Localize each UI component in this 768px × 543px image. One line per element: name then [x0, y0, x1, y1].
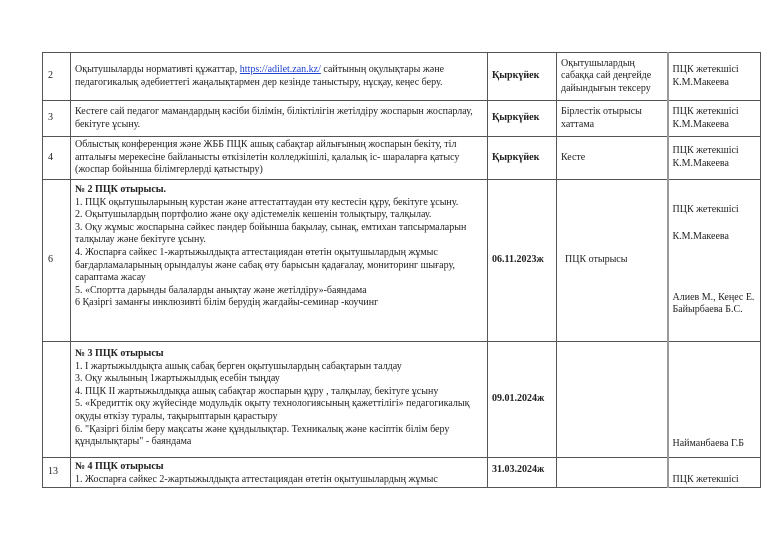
table-row	[43, 137, 761, 180]
row-number: 6	[43, 180, 71, 342]
table-row	[43, 342, 761, 458]
resp-line: ПЦК жетекшісі	[672, 473, 739, 485]
resp-line: Найманбаева Г.Б	[672, 438, 744, 450]
row-form	[557, 342, 668, 458]
row-content	[71, 53, 488, 101]
table-row	[43, 180, 761, 342]
plan-table	[42, 52, 761, 488]
agenda-item: 5. «Спортта дарынды балаларды анықтау және жетілдіру»-баяндама	[75, 284, 367, 296]
content-text: Оқытушыларды нормативті құжаттар,	[75, 63, 240, 75]
row-responsible	[668, 137, 761, 180]
row-form: Оқытушылардың сабаққа сай деңгейде дайындығын тексеру	[557, 53, 668, 101]
resp-line: ПЦК жетекшісі	[672, 63, 739, 75]
agenda-item: 3. Оқу жұмыс жоспарына сәйкес пәндер бойынша бақылау, сынақ, емтихан тапсырмаларын талқылау және бекітуге ұсыну.	[75, 221, 467, 246]
row-content	[71, 342, 488, 458]
row-content: Кестеге сай педагог мамандардың кәсіби білімін, біліктілігін жетілдіру жоспарын жоспарлау, бекітуге ұсыну.	[71, 101, 488, 137]
adilet-link[interactable]: https://adilet.zan.kz/	[239, 63, 321, 75]
row-responsible	[668, 342, 761, 458]
resp-line: Байырбаева Б.С.	[672, 304, 743, 316]
resp-line: К.М.Макеева	[672, 76, 729, 88]
row-date: Қыркүйек	[488, 101, 557, 137]
agenda-item: 2. Оқытушылардың портфолио және оқу әдістемелік кешенін толықтыру, талқылау.	[75, 209, 432, 221]
row-date: 09.01.2024ж	[488, 342, 557, 458]
row-form: Кесте	[557, 137, 668, 180]
resp-line: К.М.Макеева	[672, 158, 729, 169]
row-responsible	[668, 101, 761, 137]
row-number: 2	[43, 53, 71, 101]
resp-line: ПЦК жетекшісі	[672, 145, 739, 157]
row-number: 13	[43, 458, 71, 488]
row-number: 4	[43, 137, 71, 180]
agenda-item: 1. І жартыжылдықта ашық сабақ берген оқытушылардың сабақтарын талдау	[75, 360, 402, 372]
meeting-title: № 4 ПЦК отырысы	[75, 461, 164, 472]
agenda-item: 4. ПЦК ІІ жартыжылдыққа ашық сабақтар жоспарын құру , талқылау, бекітуге ұсыну	[75, 385, 439, 397]
row-number	[43, 342, 71, 458]
row-content	[71, 458, 488, 488]
agenda-item: 4. Жоспарға сәйкес 1-жартыжылдықта аттестациядан өтетін оқытушылардың жұмыс бағдарламаларының орындалуы және сабақ өту барысын қадағалау, мониторинг шығару, сараптама жасау	[75, 246, 455, 284]
agenda-item: 6. "Қазіргі білім беру мақсаты және құндылықтар. Техникалық және кәсіптік білім беру құндылықтары" - баяндама	[75, 423, 450, 448]
meeting-title: № 3 ПЦК отырысы	[75, 348, 164, 359]
row-responsible	[668, 53, 761, 101]
resp-line: К.М.Макеева	[672, 118, 729, 130]
row-content	[71, 180, 488, 342]
content-text: сайтының оқулықтары және педагогикалық әдебиеттегі жаңалықтармен дер кезінде таныстыру, нұсқау, кеңес беру.	[75, 63, 445, 88]
agenda-item: 3. Оқу жылының 1жартыжылдық есебін тыңдау	[75, 373, 280, 385]
resp-line: ПЦК жетекшісі	[672, 105, 739, 117]
resp-line: К.М.Макеева	[672, 230, 729, 242]
row-form: ПЦК отырысы	[557, 180, 668, 342]
row-responsible	[668, 180, 761, 342]
meeting-title: № 2 ПЦК отырысы.	[75, 184, 167, 195]
agenda-item: 5. «Кредиттік оқу жүйесінде модульдік оқыту технологиясының қажеттілігі» педагогикалық оқуды өткізу туралы, тақырыптарын қарастыру	[75, 398, 470, 422]
row-number: 3	[43, 101, 71, 137]
agenda-item: 1. Жоспарға сәйкес 2-жартыжылдықта аттестациядан өтетін оқытушылардың жұмыс	[75, 473, 438, 485]
agenda-item: 1. ПЦК оқытушыларының курстан және аттестаттаудан өту кестесін құру, бекітуге ұсыну.	[75, 196, 459, 208]
row-date: 06.11.2023ж	[488, 180, 557, 342]
row-date: 31.03.2024ж	[488, 458, 557, 488]
row-form	[557, 458, 668, 488]
table-row	[43, 101, 761, 137]
row-date: Қыркүйек	[488, 137, 557, 180]
table-row	[43, 458, 761, 488]
table-row	[43, 53, 761, 101]
agenda-item: 6 Қазіргі заманғы инклюзивті білім берудің жағдайы-семинар -коучинг	[75, 297, 379, 309]
row-form: Бірлестік отырысы хаттама	[557, 101, 668, 137]
row-date: Қыркүйек	[488, 53, 557, 101]
resp-line: ПЦК жетекшісі	[672, 204, 739, 216]
row-content: Облыстық конференция және ЖББ ПЦК ашық сабақтар айлығының жоспарын бекіту, тіл апталығы мерекесіне байланысты өткізілетін колледжішілі, қалалық іс- шараларға қатысу (жоспар бойынша білімгерлерді қатыстыру)	[71, 137, 488, 180]
resp-line: Алиев М., Кеңес Е.	[672, 291, 755, 303]
row-responsible	[668, 458, 761, 488]
